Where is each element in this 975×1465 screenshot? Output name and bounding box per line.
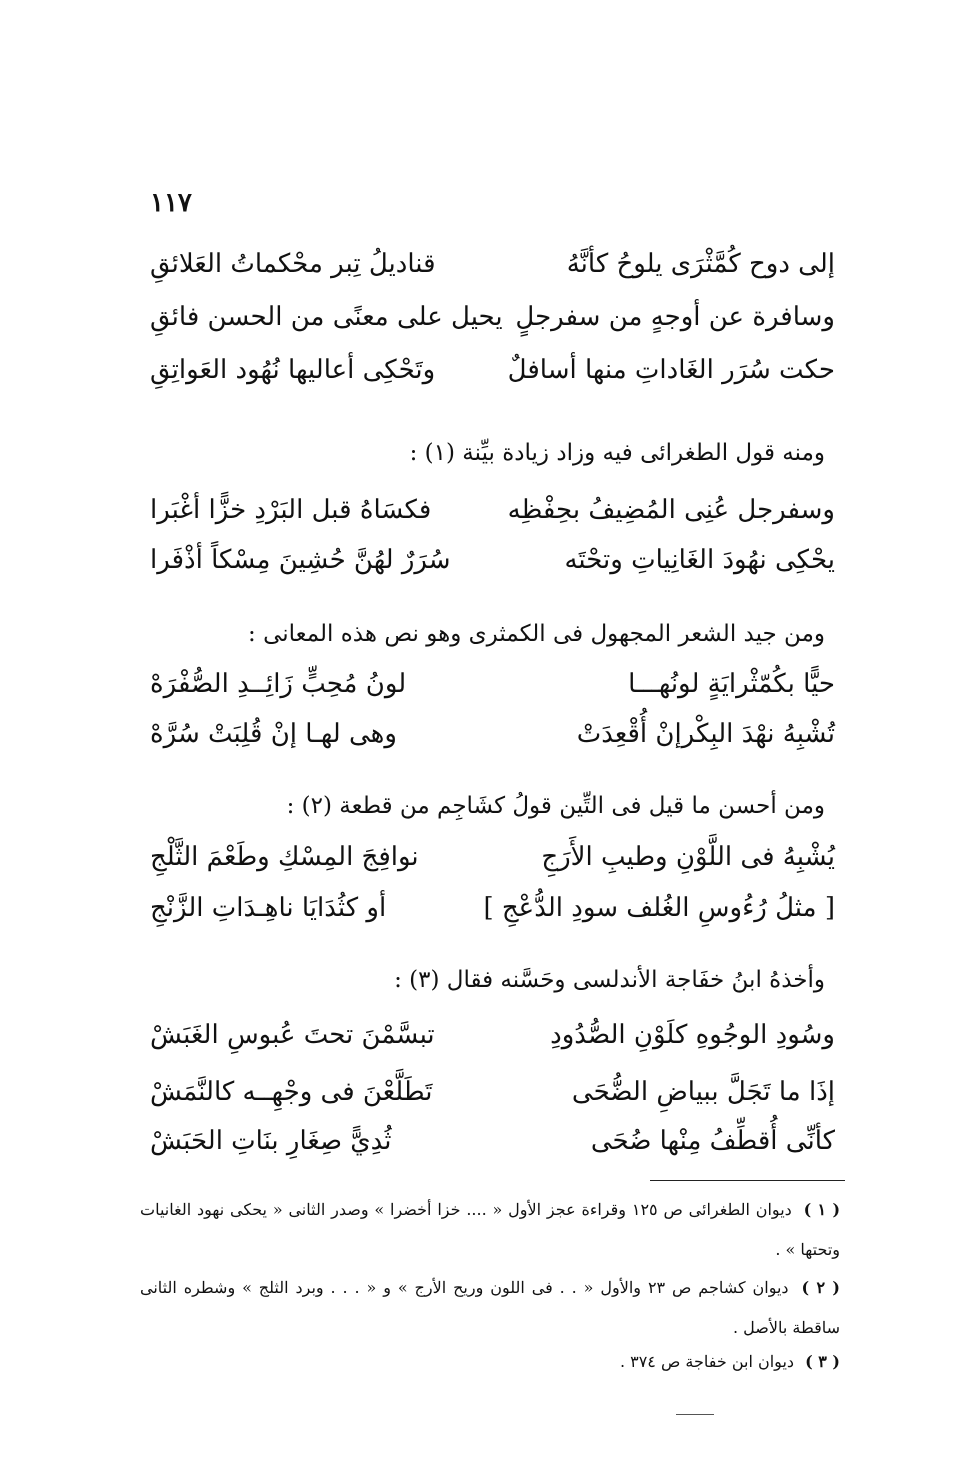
page-number: ١١٧ [150,188,192,218]
footnote-mark: ( ٣ ) [805,1352,840,1371]
footnote-mark: ( ١ ) [803,1200,841,1219]
footnote-text: ديوان الطغرائى ص ١٢٥ وقراءة عجز الأول « .... خزا أخضرا » وصدر الثانى « يحكى نهود الغانيات وتحتها » . [140,1200,840,1259]
verse-second-hemistich: قناديلُ تِبر محْكماتُ العَلائقِ [150,249,436,279]
verse-second-hemistich: يحيل على معنًى من الحسن فائقِ [150,302,503,332]
verse-first-hemistich: حيًّا بكُمّثْرايَةٍ لونُهـــا [628,669,835,699]
verse-second-hemistich: سُرَرٌ لهُنَّ حُشِينَ مِسْكاً أذْفَرا [150,545,451,575]
verse-first-hemistich: تُشْبِهُ نهْدَ البِكْرإنْ أُقْعِدَتْ [576,719,835,749]
prose-intro: ومن أحسن ما قيل فى التِّين قولُ كشَاجِم من قطعة (٢) : [286,793,825,819]
verse-line [150,710,835,758]
verse-first-hemistich: حكت سُرَر الغَاداتِ منها أسافلٌ [507,355,835,385]
verse-line [150,1011,835,1059]
verse-line [150,884,835,932]
verse-line [150,833,835,881]
verse-line [150,293,835,341]
verse-line [150,346,835,394]
verse-line [150,1117,835,1165]
prose-intro: وأخذهُ ابنُ خفَاجة الأندلسى وحَسَّنه فقال (٣) : [394,967,825,993]
verse-first-hemistich: وسفرجل عُنِى المُضِيفُ بحِفْظِه [507,495,835,525]
verse-line [150,536,835,584]
verse-first-hemistich: إلى دوح كُمَّثْرَى يلوحُ كأنَّهُ [566,249,835,279]
prose-intro: ومن جيد الشعر المجهول فى الكمثرى وهو نص هذه المعانى : [248,621,825,647]
verse-line [150,486,835,534]
verse-second-hemistich: وتَحْكِى أعاليها نُهُود العَواتِقِ [150,355,436,385]
verse-second-hemistich: لونُ مُحِبٍّ زَائِــدِ الصُّفْرَهْ [150,669,407,699]
verse-line [150,660,835,708]
footnote [140,1190,840,1270]
verse-second-hemistich: ثُدِيًّ صِغَارِ بنَاتِ الحَبَشْ [150,1126,392,1156]
footnote-text: ديوان ابن خفاجة ص ٣٧٤ . [619,1352,795,1371]
verse-second-hemistich: نوافِجَ المِسْكِ وطَعْمَ الثَّلْجِ [150,842,419,872]
footnote-mark: ( ٢ ) [801,1278,840,1297]
verse-first-hemistich: يُشْبِهُ فى اللَّوْنِ وطيبِ الأَرَجِ [541,842,835,872]
footnote [140,1268,840,1348]
prose-intro: ومنه قول الطغرائى فيه وزاد زيادة بيِّنة (١) : [409,440,825,466]
verse-second-hemistich: تبسَّمْنَ تحتَ عُبوسِ الغَبَشْ [150,1020,435,1050]
verse-second-hemistich: وهى لهـا إنْ قُلِبَتْ سُرَّهْ [150,719,397,749]
footnote-text: ديوان كشاجم ص ٢٣ والأول « . . فى اللون وريح الأرج » و « . . . وبرد الثلج » وشطره الثانى ساقطة بالأصل . [140,1278,840,1337]
verse-first-hemistich: وسافرة عن أوجهٍ من سفرجلٍ [515,302,835,332]
verse-first-hemistich: يحْكِى نهُودَ الغَانِياتِ وتحْتَه [564,545,835,575]
verse-first-hemistich: وسُودِ الوجُوهِ كلَوْنِ الصُّدُودِ [550,1020,835,1050]
verse-second-hemistich: تَطَلَّعْنَ فى وجْهِــه كالنَّمَشْ [150,1077,433,1107]
verse-first-hemistich: إذَا ما تَجَلَّ ببياضِ الضُّحَى [571,1077,835,1107]
verse-first-hemistich: [ مثلُ رُءُوسِ الغُلف سودِ الدُّعْجِ ] [483,893,835,923]
verse-line [150,1068,835,1116]
verse-second-hemistich: فكسَاهُ قبل البَرْدِ خزًّا أغْبَرا [150,495,432,525]
bottom-rule [676,1414,714,1415]
footnote-divider [650,1180,845,1181]
verse-second-hemistich: أو كثُدَايَا ناهِـدَاتِ الزَّنْجِ [150,893,387,923]
verse-line [150,240,835,288]
footnote [140,1342,840,1382]
verse-first-hemistich: كأنِّى أُقطِّفُ مِنْها ضُحَى [590,1126,835,1156]
